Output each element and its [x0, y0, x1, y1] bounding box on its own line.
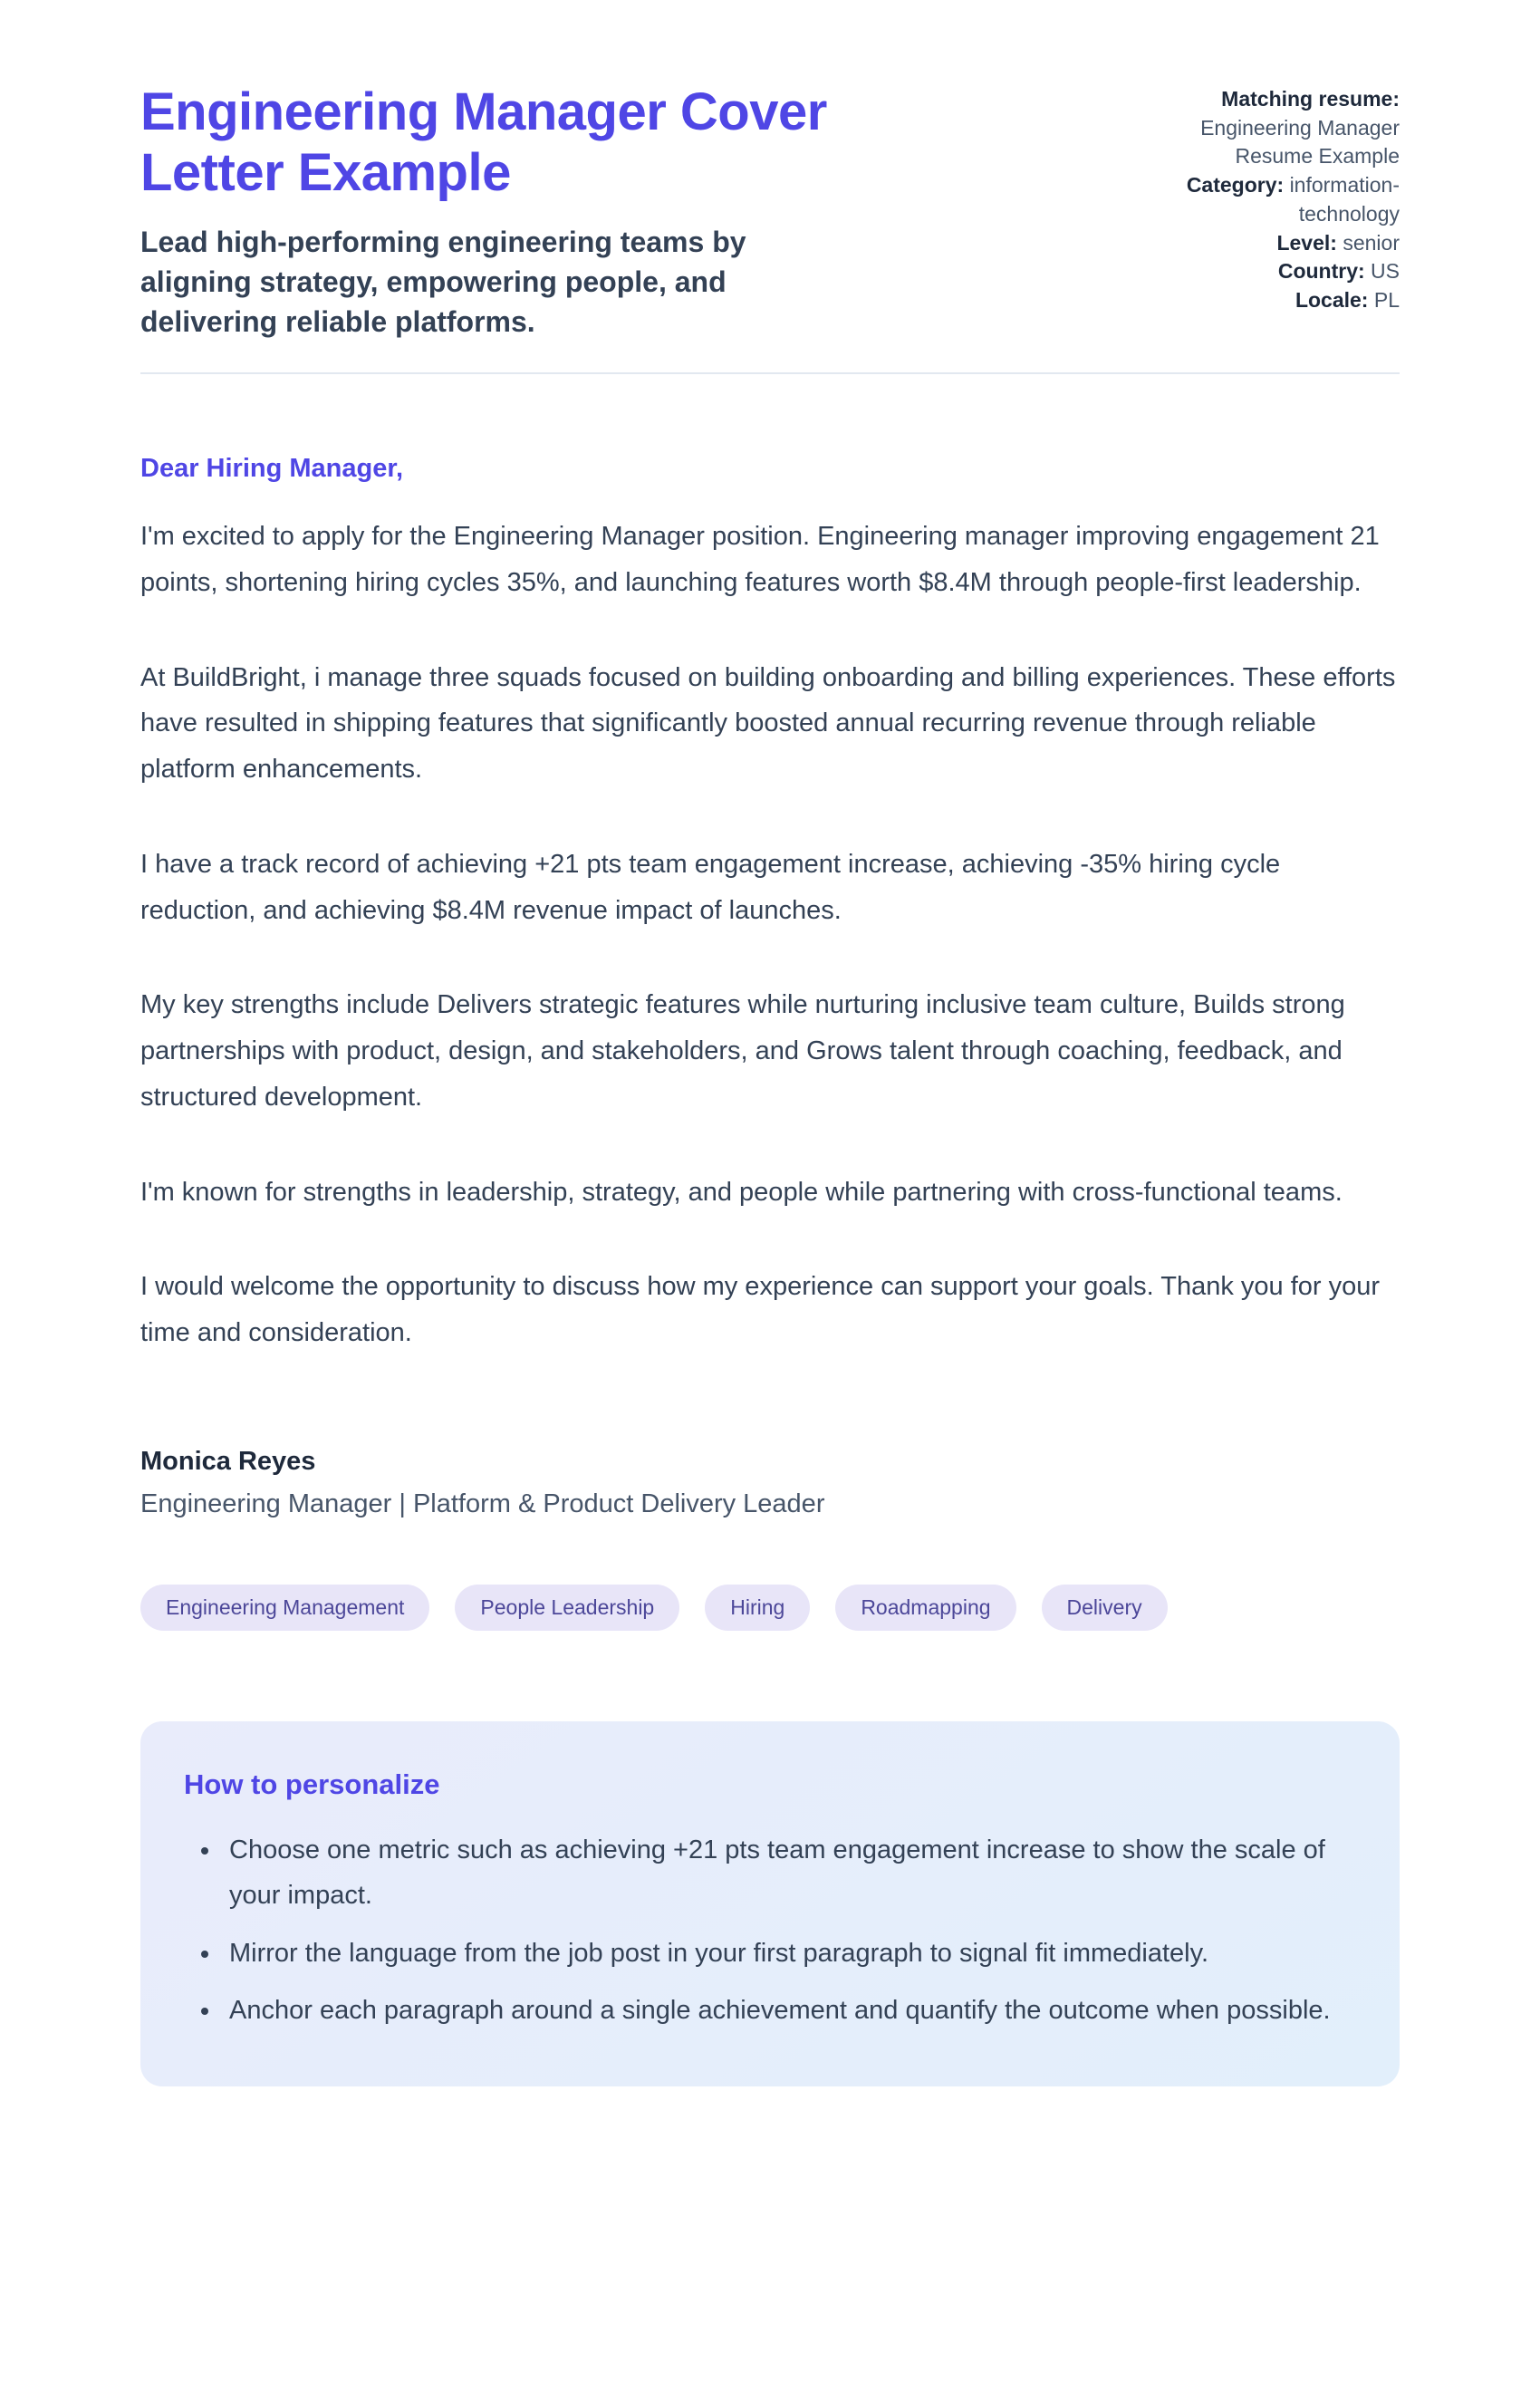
header-title-block — [140, 82, 956, 342]
letter-paragraph: I have a track record of achieving +21 pts team engagement increase, achieving -35% hiring cycle reduction, and achieving $8.4M revenue impact of launches. — [140, 849, 1281, 925]
matching-resume-value: Engineering Manager Resume Example — [1200, 115, 1400, 169]
page-subtitle: Lead high-performing engineering teams by aligning strategy, empowering people, and delivering reliable platforms. — [140, 225, 746, 338]
meta-locale — [1137, 286, 1400, 315]
signature-role: Engineering Manager | Platform & Product Delivery Leader — [140, 1489, 825, 1518]
letter-paragraph: I'm excited to apply for the Engineering Manager position. Engineering manager improving engagement 21 points, shortening hiring cycles 35%, and launching features worth $8.4M through people-first leadership. — [140, 522, 1380, 597]
cover-letter-page — [140, 0, 1400, 2141]
header — [140, 82, 1400, 342]
country-label: Country: — [1277, 259, 1365, 284]
matching-resume-label: Matching resume: — [1221, 87, 1400, 111]
country-value: US — [1371, 259, 1400, 284]
personalize-tips — [184, 1828, 1349, 2035]
page-title: Engineering Manager Cover Letter Example — [140, 82, 827, 203]
meta-panel — [1137, 82, 1400, 315]
personalize-title: How to personalize — [184, 1768, 440, 1800]
meta-category — [1137, 171, 1400, 228]
letter-body — [140, 454, 1400, 2086]
locale-value: PL — [1373, 288, 1400, 313]
locale-label: Locale: — [1295, 288, 1369, 313]
personalize-card — [140, 1721, 1400, 2087]
signature-name: Monica Reyes — [140, 1446, 316, 1476]
personalize-tip: • Choose one metric such as achieving +21 pts team engagement increase to show the scale of your impact. — [222, 1828, 1349, 1919]
personalize-tip: • Anchor each paragraph around a single achievement and quantify the outcome when possible. — [222, 1989, 1349, 2034]
personalize-tip: • Mirror the language from the job post in your first paragraph to signal fit immediately. — [222, 1932, 1349, 1977]
letter-paragraph: At BuildBright, i manage three squads focused on building onboarding and billing experiences. These efforts have resulted in shipping features that significantly boosted annual recurring revenue through reliable platform enhancements. — [140, 662, 1396, 784]
tag-pill[interactable]: Hiring — [705, 1585, 810, 1631]
tag-pill[interactable]: People Leadership — [455, 1585, 679, 1631]
letter-greeting: Dear Hiring Manager, — [140, 454, 404, 483]
letter-paragraph: I'm known for strengths in leadership, strategy, and people while partnering with cross-functional teams. — [140, 1177, 1343, 1207]
level-value: senior — [1343, 230, 1400, 255]
category-label: Category: — [1186, 173, 1285, 198]
meta-country — [1137, 257, 1400, 286]
tag-pill[interactable]: Engineering Management — [140, 1585, 429, 1631]
category-value: information-technology — [1289, 173, 1400, 226]
letter-paragraph: My key strengths include Delivers strategic features while nurturing inclusive team culture, Builds strong partnerships with product, design, and stakeholders, and Grows talent through coaching, feedback, and structured development. — [140, 990, 1345, 1112]
tag-pill[interactable]: Roadmapping — [835, 1585, 1015, 1631]
tag-pill[interactable]: Delivery — [1042, 1585, 1168, 1631]
level-label: Level: — [1276, 230, 1337, 255]
letter-paragraph: I would welcome the opportunity to discuss how my experience can support your goals. Thank you for your time and consideration. — [140, 1272, 1381, 1347]
meta-level — [1137, 229, 1400, 258]
header-divider — [140, 372, 1400, 374]
tag-list — [140, 1585, 1400, 1631]
